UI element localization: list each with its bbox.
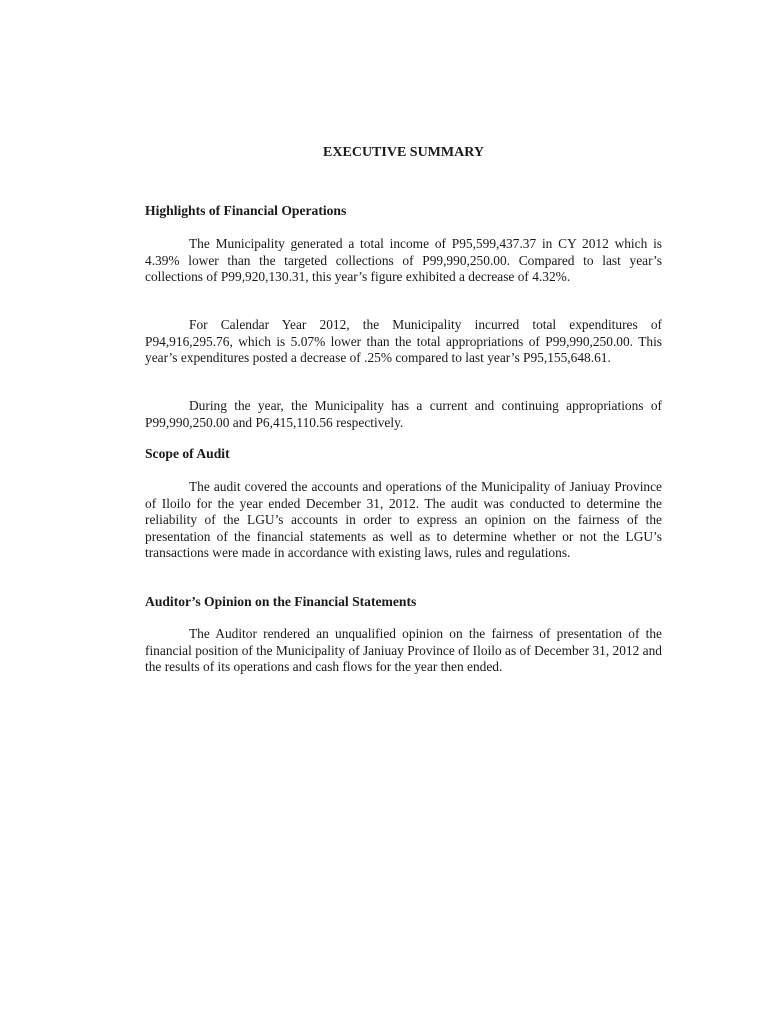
paragraph-opinion: The Auditor rendered an unqualified opinion on the fairness of presentation of the financial position of the Municipality of Janiuay Province of Iloilo as of December 31, 2012 and the results of its operations and cash flows for the year then ended. — [145, 626, 662, 675]
section-heading-opinion: Auditor’s Opinion on the Financial Statements — [145, 594, 417, 609]
section-heading-scope: Scope of Audit — [145, 446, 230, 461]
paragraph-appropriations: During the year, the Municipality has a current and continuing appropriations of P99,990,250.00 and P6,415,110.56 respectively. — [145, 398, 662, 430]
paragraph-income: The Municipality generated a total income of P95,599,437.37 in CY 2012 which is 4.39% lower than the targeted collections of P99,990,250.00. Compared to last year’s collections of P99,920,130.31, this year’s figure exhibited a decrease of 4.32%. — [145, 236, 662, 285]
paragraph-expenditures: For Calendar Year 2012, the Municipality incurred total expenditures of P94,916,295.76, which is 5.07% lower than the total appropriations of P99,990,250.00. This year’s expenditures posted a decrease of .25% compared to last year’s P95,155,648.61. — [145, 317, 662, 366]
section-heading-highlights: Highlights of Financial Operations — [145, 203, 347, 218]
paragraph-scope: The audit covered the accounts and operations of the Municipality of Janiuay Province of Iloilo for the year ended December 31, 2012. The audit was conducted to determine the reliability of the LGU’s accounts in order to express an opinion on the fairness of the presentation of the financial statements as well as to determine whether or not the LGU’s transactions were made in accordance with existing laws, rules and regulations. — [145, 479, 662, 561]
page-title: EXECUTIVE SUMMARY — [323, 145, 484, 160]
